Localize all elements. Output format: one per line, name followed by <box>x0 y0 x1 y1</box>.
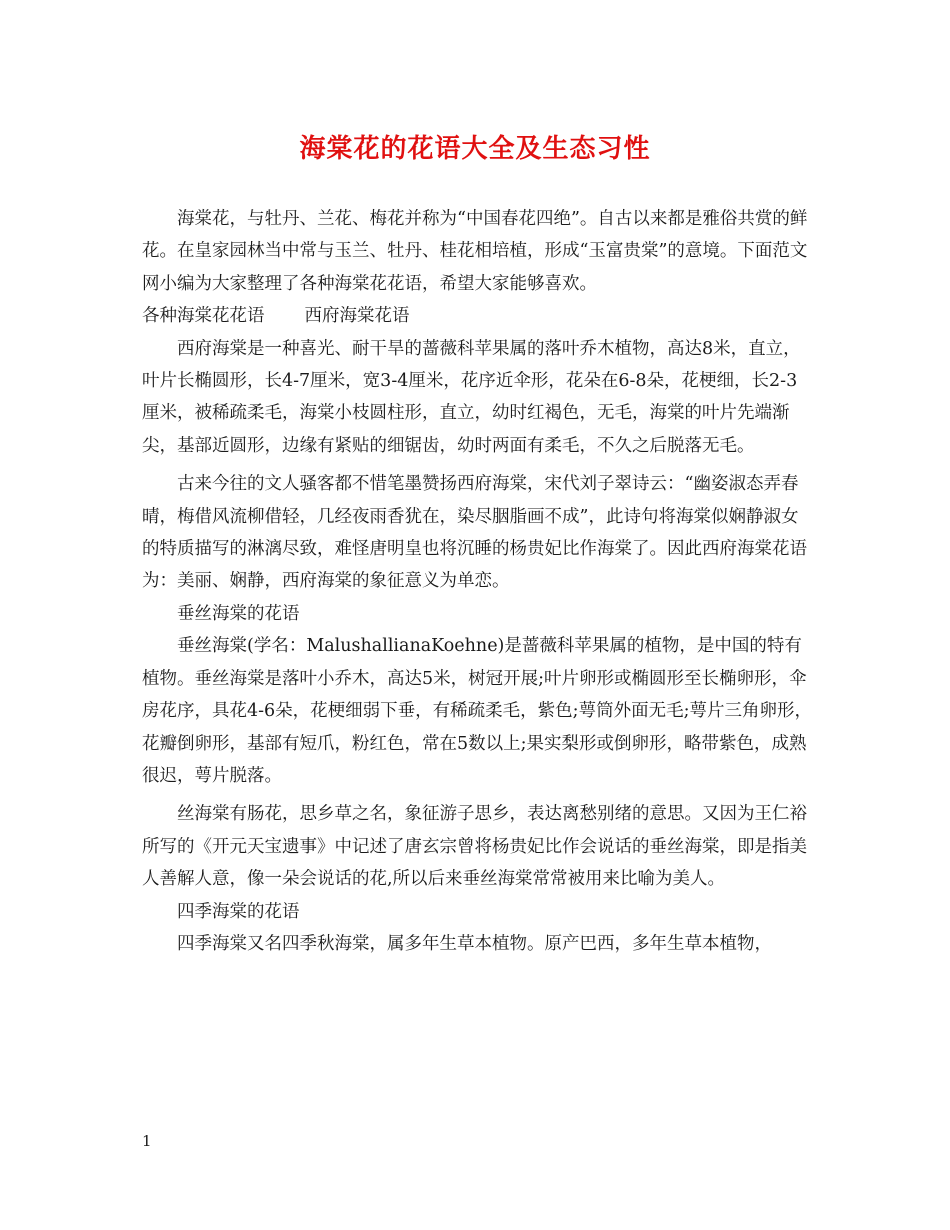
chuisi-paragraph-1: 垂丝海棠(学名：MalushallianaKoehne)是蔷薇科苹果属的植物，是中国的特有植物。垂丝海棠是落叶小乔木，高达5米，树冠开展;叶片卵形或椭圆形至长椭卵形，伞房花序，具花4-6朵，花梗细弱下垂，有稀疏柔毛，紫色;萼筒外面无毛;萼片三角卵形，花瓣倒卵形，基部有短爪，粉红色，常在5数以上;果实梨形或倒卵形，略带紫色，成熟很迟，萼片脱落。 <box>142 636 812 786</box>
document-title: 海棠花的花语大全及生态习性 <box>299 134 651 164</box>
section-heading-all-flowers: 各种海棠花花语 <box>142 306 265 327</box>
chuisi-paragraph-2: 丝海棠有肠花，思乡草之名，象征游子思乡，表达离愁别绪的意思。又因为王仁裕所写的《开元天宝遗事》中记述了唐玄宗曾将杨贵妃比作会说话的垂丝海棠，即是指美人善解人意，像一朵会说话的花,所以后来垂丝海棠常常被用来比喻为美人。 <box>142 804 807 890</box>
xifu-paragraph-2: 古来今往的文人骚客都不惜笔墨赞扬西府海棠，宋代刘子翠诗云：“幽姿淑态弄春晴，梅借风流柳借轻，几经夜雨香犹在，染尽胭脂画不成”，此诗句将海棠似娴静淑女的特质描写的淋漓尽致，难怪唐明皇也将沉睡的杨贵妃比作海棠了。因此西府海棠花语为：美丽、娴静，西府海棠的象征意义为单恋。 <box>142 474 807 592</box>
section-heading-siji: 四季海棠的花语 <box>177 901 300 922</box>
page-number: 1 <box>142 1132 152 1150</box>
section-heading-line <box>142 300 812 332</box>
document-body <box>142 203 812 960</box>
section-heading-chuisi: 垂丝海棠的花语 <box>177 603 300 624</box>
siji-paragraph-1: 四季海棠又名四季秋海棠，属多年生草本植物。原产巴西，多年生草本植物， <box>177 933 772 954</box>
section-heading-xifu: 西府海棠花语 <box>304 306 410 327</box>
xifu-paragraph-1: 西府海棠是一种喜光、耐干旱的蔷薇科苹果属的落叶乔木植物，高达8米，直立，叶片长椭圆形，长4-7厘米，宽3-4厘米，花序近伞形，花朵在6-8朵，花梗细，长2-3厘米，被稀疏柔毛，海棠小枝圆柱形，直立，幼时红褐色，无毛，海棠的叶片先端渐尖，基部近圆形，边缘有紧贴的细锯齿，幼时两面有柔毛，不久之后脱落无毛。 <box>142 338 801 456</box>
intro-paragraph: 海棠花，与牡丹、兰花、梅花并称为“中国春花四绝”。自古以来都是雅俗共赏的鲜花。在皇家园林当中常与玉兰、牡丹、桂花相培植，形成“玉富贵棠”的意境。下面范文网小编为大家整理了各种海棠花花语，希望大家能够喜欢。 <box>142 209 808 294</box>
